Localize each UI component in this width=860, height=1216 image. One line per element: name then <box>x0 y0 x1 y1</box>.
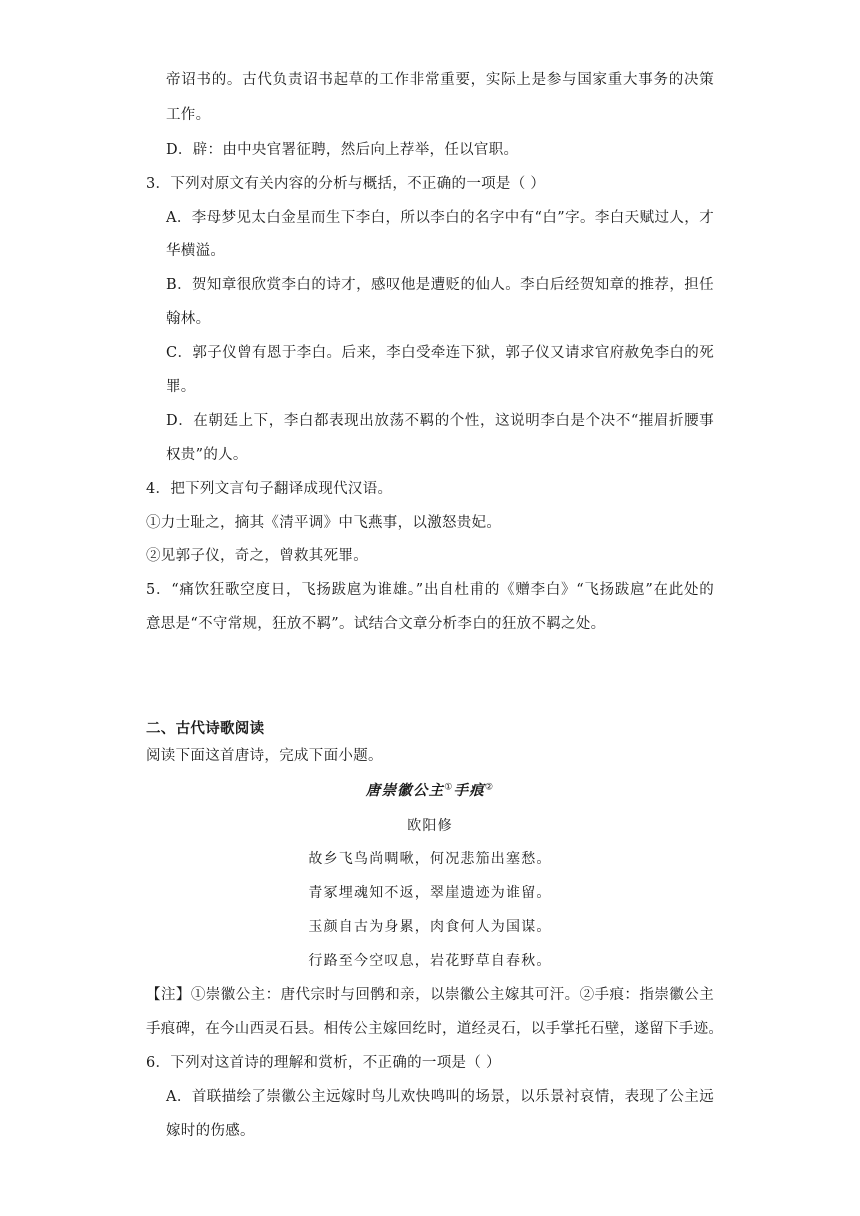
poem-note-mark-2: ② <box>484 782 495 793</box>
q6-stem: 6．下列对这首诗的理解和赏析，不正确的一项是（ ） <box>146 1055 501 1071</box>
poem-line-1: 故乡飞鸟尚啁啾，何况悲笳出塞愁。 <box>308 851 552 867</box>
q2-option-d: D．辟：由中央官署征聘，然后向上荐举，任以官职。 <box>166 142 519 158</box>
q3-option-d-line1: D．在朝廷上下，李白都表现出放荡不羁的个性，这说明李白是个决不“摧眉折腰事 <box>166 413 714 429</box>
poem-line-3: 玉颜自古为身累，肉食何人为国谋。 <box>308 919 552 935</box>
poem-line-4: 行路至今空叹息，岩花野草自春秋。 <box>308 953 552 969</box>
q4-sentence-1: ①力士耻之，摘其《清平调》中飞燕事，以激怒贵妃。 <box>146 515 502 531</box>
poem-title <box>0 781 860 801</box>
section-intro: 阅读下面这首唐诗，完成下面小题。 <box>146 748 383 764</box>
q4-stem: 4．把下列文言句子翻译成现代汉语。 <box>146 481 393 497</box>
q3-option-a-line1: A．李母梦见太白金星而生下李白，所以李白的名字中有“白”字。李白天赋过人，才 <box>166 210 714 226</box>
q3-option-a-line2: 华横溢。 <box>166 243 226 259</box>
q3-option-c-line2: 罪。 <box>166 379 196 395</box>
q4-sentence-2: ②见郭子仪，奇之，曾救其死罪。 <box>146 548 368 564</box>
poem-line-2: 青冢埋魂知不返，翠崖遗迹为谁留。 <box>308 885 552 901</box>
q5-line-1: 5．“痛饮狂歌空度日，飞扬跋扈为谁雄。”出自杜甫的《赠李白》“飞扬跋扈”在此处的 <box>146 582 714 598</box>
q2-option-c-continuation-1: 帝诏书的。古代负责诏书起草的工作非常重要，实际上是参与国家重大事务的决策 <box>166 72 714 88</box>
notes-line-2: 手痕碑，在今山西灵石县。相传公主嫁回纥时，道经灵石，以手掌托石壁，遂留下手迹。 <box>146 1021 724 1037</box>
q6-option-a-line1: A．首联描绘了崇徽公主远嫁时鸟儿欢快鸣叫的场景，以乐景衬哀情，表现了公主远 <box>166 1089 714 1105</box>
poem-title-tail: 手痕 <box>453 782 485 799</box>
q3-option-b-line2: 翰林。 <box>166 311 211 327</box>
q3-option-b-line1: B．贺知章很欣赏李白的诗才，感叹他是遭贬的仙人。李白后经贺知章的推荐，担任 <box>166 277 714 293</box>
q5-line-2: 意思是“不守常规，狂放不羁”。试结合文章分析李白的狂放不羁之处。 <box>146 616 606 632</box>
q6-option-a-line2: 嫁时的伤感。 <box>166 1123 255 1139</box>
q2-option-c-continuation-2: 工作。 <box>166 107 211 123</box>
poem-author: 欧阳修 <box>407 818 453 834</box>
poem-title-main: 唐崇徽公主 <box>365 782 445 799</box>
poem-note-mark-1: ① <box>444 782 454 793</box>
q3-option-d-line2: 权贵”的人。 <box>166 447 248 463</box>
q3-stem: 3．下列对原文有关内容的分析与概括，不正确的一项是（ ） <box>146 176 546 192</box>
notes-line-1: 【注】①崇徽公主：唐代宗时与回鹘和亲，以崇徽公主嫁其可汗。②手痕：指崇徽公主 <box>146 987 714 1003</box>
section-heading: 二、古代诗歌阅读 <box>146 720 265 737</box>
q3-option-c-line1: C．郭子仪曾有恩于李白。后来，李白受牵连下狱，郭子仪又请求官府赦免李白的死 <box>166 345 714 361</box>
